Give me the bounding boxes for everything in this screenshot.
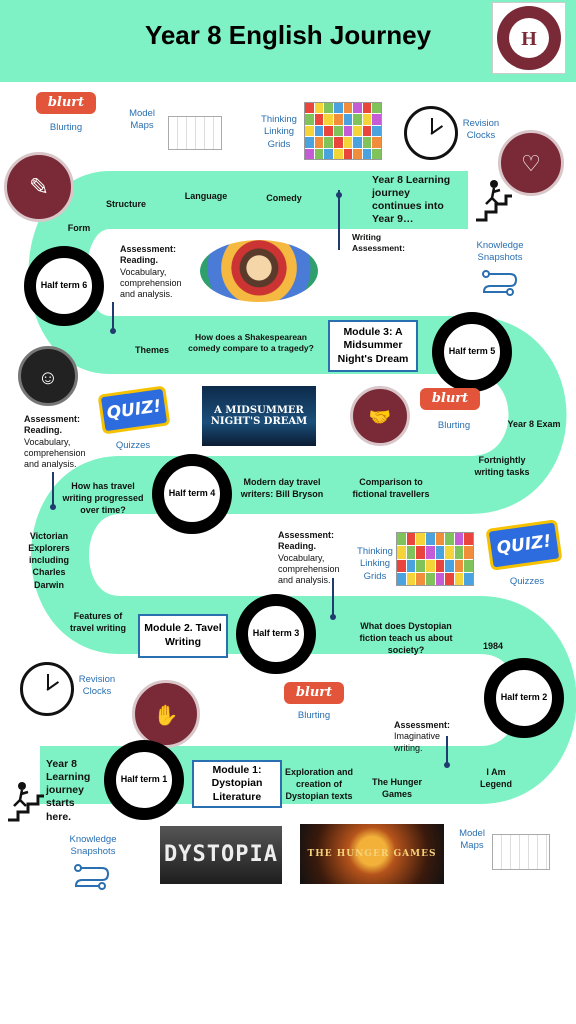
left-reading-assessment [24, 414, 92, 470]
assessment-title: Assessment: [394, 720, 451, 730]
assessment-body: Imaginative writing. [394, 731, 441, 753]
connector-line [338, 190, 340, 250]
module-1-box: Module 1: Dystopian Literature [192, 760, 282, 808]
knowledge-snapshots-icon [72, 862, 112, 892]
blurting-label: Blurting [297, 710, 331, 721]
continues-year9-label: Year 8 Learning journey continues into Year 9… [372, 174, 451, 226]
assessment-body: Vocabulary, comprehension and analysis. [278, 552, 340, 585]
features-travel-writing-label: Features of travel writing [70, 611, 127, 634]
model-maps-label: Model Maps [459, 828, 485, 852]
comparison-label: Comparison to fictional travellers [352, 477, 430, 500]
assessment-body: Vocabulary, comprehension and analysis. [24, 436, 86, 469]
thinking-grid-icon [304, 102, 382, 160]
blurting-label: Blurting [49, 122, 83, 133]
book-1984-label: 1984 [482, 641, 504, 651]
structure-label: Structure [105, 199, 146, 209]
hunger-games-label: The Hunger Games [371, 777, 422, 800]
thinking-grid-icon [396, 532, 474, 586]
page-title: Year 8 English Journey [144, 20, 432, 50]
quizzes-label: Quizzes [115, 440, 151, 451]
blurt-logo: blurt [284, 682, 344, 704]
i-am-legend-label: I Am Legend [479, 767, 512, 790]
half-term-1: Half term 1 [104, 740, 184, 820]
handshake-icon [350, 386, 410, 446]
svg-text:☺: ☺ [37, 367, 59, 389]
shakespeare-image [200, 240, 318, 302]
shakespeare-question: How does a Shakespearean comedy compare to a tragedy? [188, 332, 314, 354]
stairs-climber-icon [474, 176, 514, 224]
blurting-label: Blurting [437, 420, 471, 431]
blurt-logo: blurt [420, 388, 480, 410]
half-term-2: Half term 2 [484, 658, 564, 738]
svg-text:✋: ✋ [153, 705, 179, 727]
form-label: Form [67, 223, 91, 233]
half-term-5: Half term 5 [432, 312, 512, 392]
svg-text:🤝: 🤝 [368, 407, 392, 427]
language-label: Language [184, 191, 228, 201]
svg-text:♡: ♡ [521, 151, 541, 176]
quizzes-label: Quizzes [509, 576, 545, 587]
thinking-grids-label: Thinking Linking Grids [357, 546, 393, 582]
open-hands-icon [132, 680, 200, 748]
quiz-icon: QUIZ! [98, 385, 171, 434]
model-maps-label: Model Maps [129, 108, 155, 132]
quiz-icon: QUIZ! [485, 519, 562, 571]
row4-reading-assessment [278, 530, 348, 586]
dystopian-question: What does Dystopian fiction teach us about society? [359, 621, 453, 656]
revision-clock-icon [404, 106, 458, 160]
connector-dot [336, 192, 342, 198]
knowledge-snapshots-icon [480, 268, 520, 298]
comedy-label: Comedy [266, 193, 302, 203]
travel-writing-question: How has travel writing progressed over time? [62, 481, 144, 516]
revision-clocks-label: Revision Clocks [78, 674, 116, 698]
themes-label: Themes [134, 345, 169, 355]
assessment-title: Assessment: Reading. [120, 244, 177, 266]
victorian-explorers-label: Victorian Explorers including Charles Darwin [28, 531, 70, 590]
connector-dot [444, 762, 450, 768]
revision-clock-icon [20, 662, 74, 716]
journey-starts-label: Year 8 Learning journey starts here. [46, 758, 91, 823]
svg-text:✎: ✎ [28, 174, 50, 201]
assessment-body: Vocabulary, comprehension and analysis. [120, 266, 182, 299]
theatre-masks-icon [18, 346, 78, 406]
exploration-label: Exploration and creation of Dystopian texts [284, 767, 353, 802]
connector-dot [50, 504, 56, 510]
module-3-box: Module 3: A Midsummer Night's Dream [328, 320, 418, 372]
stairs-climber-icon [6, 776, 46, 824]
model-maps-icon [168, 116, 222, 150]
hunger-games-poster: THE HUNGER GAMES [300, 824, 444, 884]
svg-text:H: H [521, 28, 537, 50]
knowledge-snapshots-label: Knowledge Snapshots [69, 834, 117, 858]
year8-exam-label: Year 8 Exam [507, 419, 561, 429]
connector-dot [330, 614, 336, 620]
half-term-6: Half term 6 [24, 246, 104, 326]
ht6-assessment [120, 244, 190, 300]
writing-hand-icon [4, 152, 74, 222]
model-maps-icon [492, 834, 550, 870]
blurt-logo: blurt [36, 92, 96, 114]
assessment-title: Assessment: Reading. [278, 530, 335, 552]
fortnightly-tasks-label: Fortnightly writing tasks [474, 455, 530, 478]
thinking-grids-label: Thinking Linking Grids [261, 114, 297, 150]
revision-clocks-label: Revision Clocks [462, 118, 500, 142]
connector-line [332, 578, 334, 618]
module-2-box: Module 2. Tavel Writing [138, 614, 228, 658]
knowledge-snapshots-label: Knowledge Snapshots [476, 240, 524, 264]
half-term-3: Half term 3 [236, 594, 316, 674]
bill-bryson-label: Modern day travel writers: Bill Bryson [240, 477, 324, 500]
imaginative-writing-assessment [394, 720, 454, 754]
dystopia-poster: DYSTOPIA [160, 826, 282, 884]
half-term-4: Half term 4 [152, 454, 232, 534]
writing-assessment-label: Writing Assessment: [352, 232, 405, 254]
assessment-title: Assessment: Reading. [24, 414, 81, 436]
midsummer-poster: A MIDSUMMER NIGHT'S DREAM [202, 386, 316, 446]
connector-line [52, 472, 54, 508]
connector-dot [110, 328, 116, 334]
